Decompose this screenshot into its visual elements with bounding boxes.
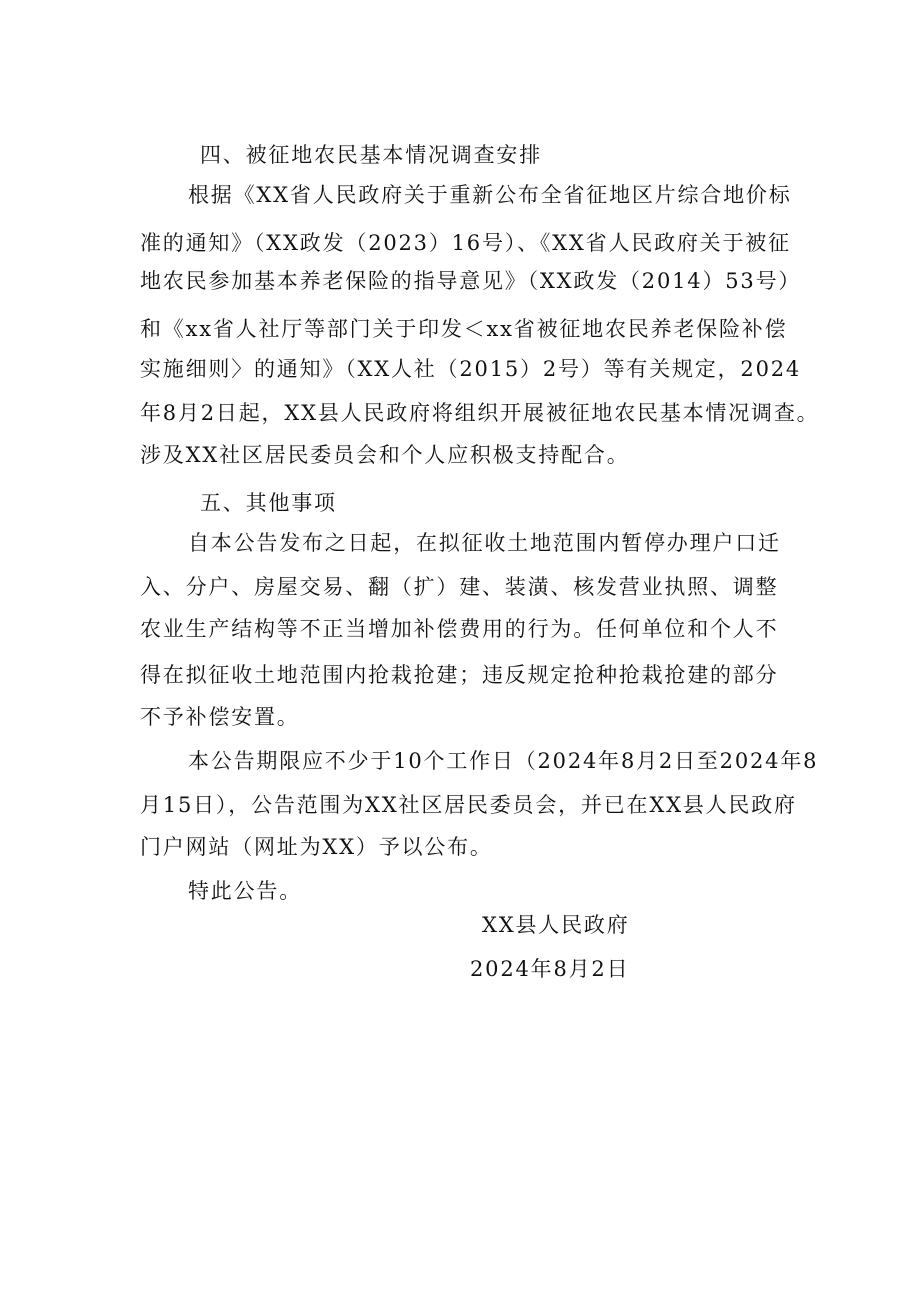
closing-text: 特此公告。 xyxy=(188,879,302,903)
section5-line: 得在拟征收土地范围内抢栽抢建；违反规定抢种抢栽抢建的部分 xyxy=(140,663,779,687)
section4-line: 准的通知》（XX政发（2023）16号）、《XX省人民政府关于被征 xyxy=(140,231,791,255)
section5-line: 自本公告发布之日起，在拟征收土地范围内暂停办理户口迁 xyxy=(188,531,781,555)
issue-date: 2024年8月2日 xyxy=(470,957,630,981)
period-line: 本公告期限应不少于10个工作日（2024年8月2日至2024年8 xyxy=(188,749,819,773)
issuer-name: XX县人民政府 xyxy=(482,913,630,937)
section5-line: 入、分户、房屋交易、翻（扩）建、装潢、核发营业执照、调整 xyxy=(140,575,779,599)
section5-line: 不予补偿安置。 xyxy=(140,705,300,729)
section4-line: 地农民参加基本养老保险的指导意见》（XX政发（2014）53号） xyxy=(140,269,802,293)
section4-line: 根据《XX省人民政府关于重新公布全省征地区片综合地价标 xyxy=(188,183,792,207)
section5-line: 农业生产结构等不正当增加补偿费用的行为。任何单位和个人不 xyxy=(140,617,779,641)
section5-heading: 五、其他事项 xyxy=(200,491,337,515)
period-line: 门户网站（网址为XX）予以公布。 xyxy=(140,835,493,859)
section4-line: 年8月2日起，XX县人民政府将组织开展被征地农民基本情况调查。 xyxy=(140,401,820,425)
section4-heading: 四、被征地农民基本情况调查安排 xyxy=(200,143,542,167)
period-line: 月15日），公告范围为XX社区居民委员会，并已在XX县人民政府 xyxy=(140,793,797,817)
section4-line: 涉及XX社区居民委员会和个人应积极支持配合。 xyxy=(140,443,630,467)
section4-line: 和《xx省人社厅等部门关于印发＜xx省被征地农民养老保险补偿 xyxy=(140,317,788,341)
section4-line: 实施细则〉的通知》（XX人社（2015）2号）等有关规定，2024 xyxy=(140,357,802,381)
